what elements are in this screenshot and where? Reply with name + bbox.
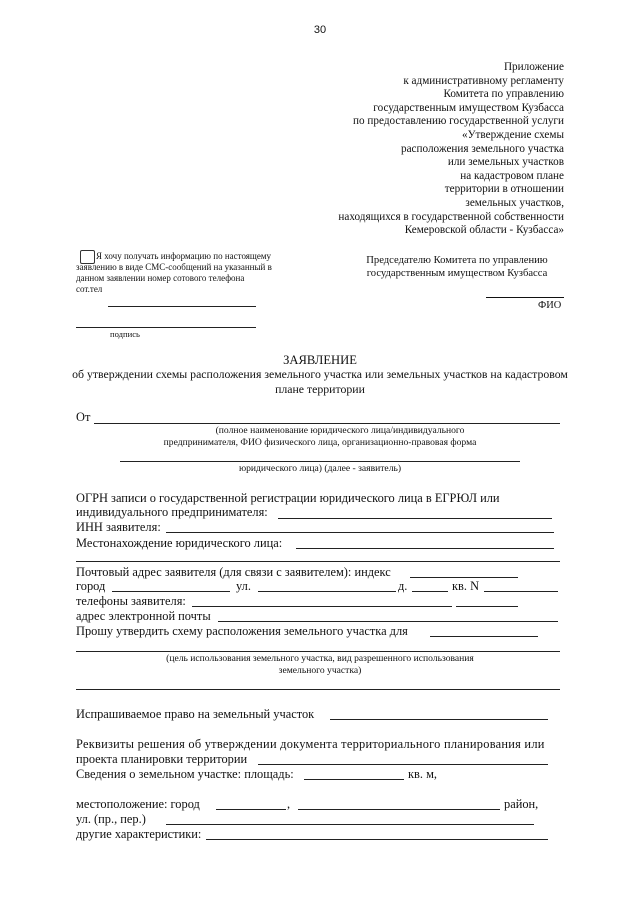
sms-consent-text <box>76 251 288 295</box>
purpose-caption-2: земельного участка) <box>278 665 362 676</box>
appendix-line: территории в отношении <box>444 183 564 196</box>
right-field[interactable] <box>330 719 548 720</box>
purpose-field-3[interactable] <box>76 689 560 690</box>
apt-field[interactable] <box>484 591 558 592</box>
appendix-line: Кемеровской области - Кузбасса» <box>404 224 564 237</box>
appendix-line: находящихся в государственной собственности <box>338 210 564 223</box>
street2-field[interactable] <box>166 824 534 825</box>
street2-label: ул. (пр., пер.) <box>76 812 146 826</box>
signature-caption: подпись <box>110 329 140 339</box>
ogrn-label-1: ОГРН записи о государственной регистрации юридического лица в ЕГРЮЛ или <box>76 491 500 505</box>
appendix-line: или земельных участков <box>447 156 564 169</box>
addressee-fio-line[interactable] <box>486 297 564 298</box>
loc-district-field[interactable] <box>298 809 500 810</box>
from-caption-1: (полное наименование юридического лица/индивидуального <box>215 425 465 436</box>
postal-label: Почтовый адрес заявителя (для связи с заявителем): индекс <box>76 565 391 579</box>
addressee-fio-label: ФИО <box>538 300 562 311</box>
from-caption-3: юридического лица) (далее - заявитель) <box>238 463 402 474</box>
area-unit: кв. м, <box>408 767 438 781</box>
inn-label: ИНН заявителя: <box>76 520 161 534</box>
appendix-line: Приложение <box>503 61 564 73</box>
street-label: ул. <box>236 579 251 593</box>
postal-index-field[interactable] <box>410 577 518 578</box>
appendix-line: на кадастровом плане <box>460 169 564 182</box>
phones-field-2[interactable] <box>456 606 518 607</box>
district-label: район, <box>504 797 539 811</box>
from-field[interactable] <box>94 423 560 424</box>
area-field[interactable] <box>304 779 404 780</box>
purpose-field[interactable] <box>430 636 538 637</box>
street-field[interactable] <box>258 591 396 592</box>
location-field[interactable] <box>296 548 554 549</box>
sms-consent-label: Я хочу получать информацию по настоящему заявлению в виде СМС-сообщений на указанный в данном заявлении номер сотового телефона <box>76 251 272 283</box>
loc-comma: , <box>287 797 291 811</box>
document-title: ЗАЯВЛЕНИЕ <box>283 353 357 367</box>
right-label: Испрашиваемое право на земельный участок <box>76 707 315 721</box>
appendix-header <box>338 61 564 238</box>
loc-city-field[interactable] <box>216 809 286 810</box>
signature-field[interactable] <box>76 327 256 328</box>
other-label: другие характеристики: <box>76 827 202 841</box>
details-field[interactable] <box>258 764 548 765</box>
house-field[interactable] <box>412 591 448 592</box>
approve-label: Прошу утвердить схему расположения земельного участка для <box>76 624 408 638</box>
appendix-line: государственным имуществом Кузбасса <box>373 101 564 114</box>
from-caption-2: предпринимателя, ФИО физического лица, организационно-правовая форма <box>163 437 477 448</box>
location-label: Местонахождение юридического лица: <box>76 536 283 550</box>
city-label: город <box>76 579 106 593</box>
from-label: От <box>76 410 91 424</box>
city-field[interactable] <box>112 591 230 592</box>
loc-label: местоположение: город <box>76 797 200 811</box>
ogrn-label-2: индивидуального предпринимателя: <box>76 505 268 519</box>
location-field-2[interactable] <box>76 561 560 562</box>
other-field[interactable] <box>206 839 548 840</box>
house-label: д. <box>398 579 408 593</box>
document-subtitle: об утверждении схемы расположения земельного участка или земельных участков на кадастровом плане территории <box>72 367 568 396</box>
appendix-line: к административному регламенту <box>403 74 564 87</box>
ogrn-field[interactable] <box>278 518 552 519</box>
appendix-line: Комитета по управлению <box>443 88 564 101</box>
apt-label: кв. N <box>452 579 480 593</box>
sms-tel-field[interactable] <box>108 306 256 307</box>
phones-field-1[interactable] <box>192 606 452 607</box>
from-field-2[interactable] <box>120 461 520 462</box>
addressee-block: Председателю Комитета по управлению государственным имуществом Кузбасса <box>366 255 548 279</box>
phones-label: телефоны заявителя: <box>76 594 186 608</box>
email-label: адрес электронной почты <box>76 609 211 623</box>
purpose-field-2[interactable] <box>76 651 560 652</box>
appendix-line: расположения земельного участка <box>401 142 564 155</box>
details-label-1: Реквизиты решения об утверждении документа территориального планирования или <box>76 737 545 751</box>
email-field[interactable] <box>218 621 558 622</box>
appendix-line: по предоставлению государственной услуги <box>353 115 564 128</box>
purpose-caption-1: (цель использования земельного участка, вид разрешенного использования <box>166 653 474 664</box>
info-label: Сведения о земельном участке: площадь: <box>76 767 294 781</box>
sms-tel-label: сот.тел <box>76 284 103 294</box>
details-label-2: проекта планировки территории <box>76 752 248 766</box>
inn-field[interactable] <box>166 532 554 533</box>
appendix-line: земельных участков, <box>465 196 564 209</box>
page-number: 30 <box>313 24 327 36</box>
appendix-line: «Утверждение схемы <box>462 128 564 141</box>
